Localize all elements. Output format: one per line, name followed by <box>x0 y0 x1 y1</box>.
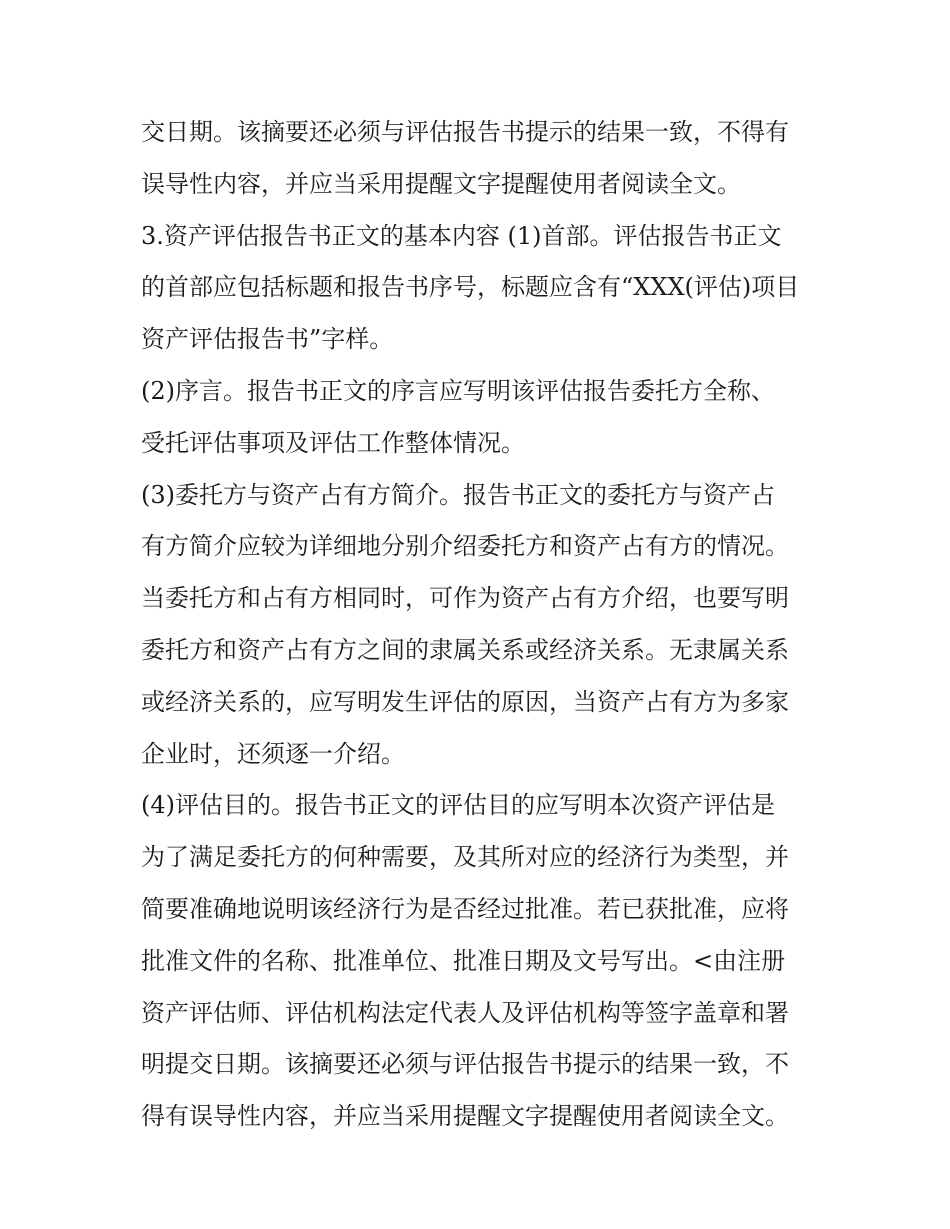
text-line: (2)序言。报告书正文的序言应写明该评估报告委托方全称、 <box>141 376 775 405</box>
text-line: 资产评估师、评估机构法定代表人及评估机构等签字盖章和署 <box>141 998 789 1027</box>
text-line: 当委托方和占有方相同时，可作为资产占有方介绍，也要写明 <box>141 584 789 613</box>
text-line: 委托方和资产占有方之间的隶属关系或经济关系。无隶属关系 <box>141 635 789 664</box>
text-line: 受托评估事项及评估工作整体情况。 <box>141 428 525 457</box>
document-body <box>141 107 821 1143</box>
text-line: 误导性内容，并应当采用提醒文字提醒使用者阅读全文。 <box>141 169 741 198</box>
text-line: 简要准确地说明该经济行为是否经过批准。若已获批准，应将 <box>141 894 789 923</box>
text-line: 资产评估报告书”字样。 <box>141 325 394 354</box>
text-line: (3)委托方与资产占有方简介。报告书正文的委托方与资产占 <box>141 480 775 509</box>
text-line: 企业时，还须逐一介绍。 <box>141 739 405 768</box>
text-line: (4)评估目的。报告书正文的评估目的应写明本次资产评估是 <box>141 791 775 820</box>
text-line: 批准文件的名称、批准单位、批准日期及文号写出。<由注册 <box>141 946 786 975</box>
text-line: 3.资产评估报告书正文的基本内容 (1)首部。评估报告书正文 <box>141 221 782 250</box>
text-line: 交日期。该摘要还必须与评估报告书提示的结果一致，不得有 <box>141 118 789 146</box>
text-line: 或经济关系的，应写明发生评估的原因，当资产占有方为多家 <box>141 687 789 716</box>
text-line: 明提交日期。该摘要还必须与评估报告书提示的结果一致，不 <box>141 1050 789 1079</box>
text-line: 为了满足委托方的何种需要，及其所对应的经济行为类型，并 <box>141 843 789 872</box>
text-line: 有方简介应较为详细地分别介绍委托方和资产占有方的情况。 <box>141 532 789 561</box>
text-line: 的首部应包括标题和报告书序号，标题应含有“XXX(评估)项目 <box>141 273 800 302</box>
text-line: 得有误导性内容，并应当采用提醒文字提醒使用者阅读全文。 <box>141 1102 789 1131</box>
